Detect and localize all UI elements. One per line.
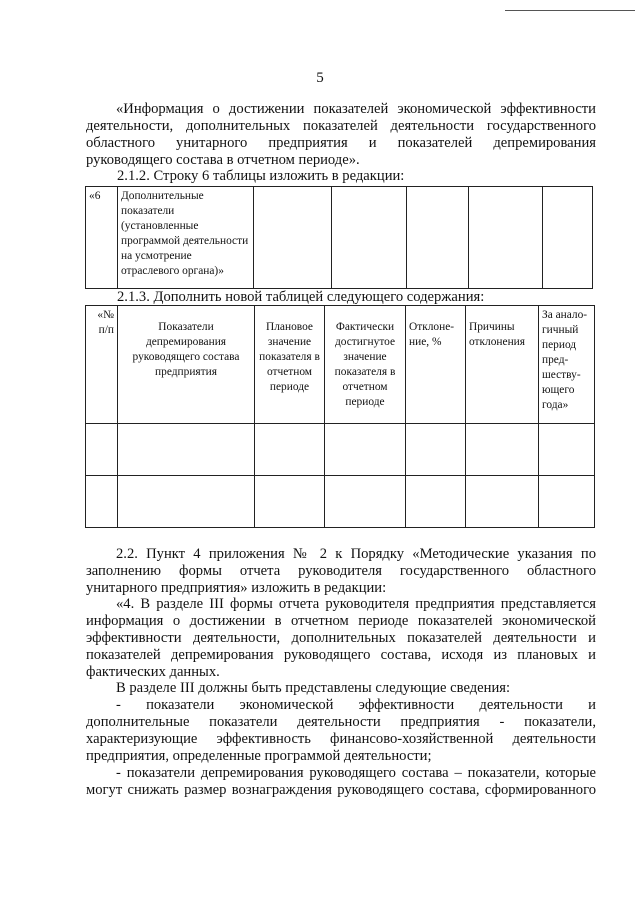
section-4-paragraph	[86, 596, 596, 681]
paragraph-line: 2.2. Пункт 4 приложения № 2 к Порядку «Методические указания по	[116, 546, 596, 562]
section-212-heading: 2.1.2. Строку 6 таблицы изложить в редакции:	[117, 168, 405, 184]
header-deviation: Отклоне-ние, %	[406, 306, 466, 424]
paragraph-line: фактических данных.	[86, 664, 220, 680]
paragraph-line: могут снижать размер вознаграждения руководящего состава, сформированного	[86, 782, 596, 798]
paragraph-line: предприятия, определенные программой деятельности;	[86, 748, 432, 764]
header-deviation-reasons: Причины отклонения	[466, 306, 539, 424]
empty-cell	[254, 187, 332, 289]
section-213-heading: 2.1.3. Дополнить новой таблицей следующего содержания:	[117, 289, 485, 305]
empty-cell	[332, 187, 407, 289]
section-22-paragraph	[86, 546, 596, 597]
header-previous-period: За анало-гичный период пред-шеству-ющего года»	[539, 306, 595, 424]
paragraph-line: дополнительные показатели деятельности предприятия - показатели,	[86, 714, 596, 730]
paragraph-line: информация о достижении в отчетном периоде показателей экономической	[86, 613, 596, 629]
empty-cell	[406, 476, 466, 528]
empty-cell	[539, 424, 595, 476]
paragraph-line: унитарного предприятия» изложить в редакции:	[86, 580, 387, 596]
paragraph-line: характеризующие эффективность финансово-хозяйственной деятельности	[86, 731, 596, 747]
paragraph-line: заполнению формы отчета руководителя государственного областного	[86, 563, 596, 579]
header-actual-value: Фактически достигнутое значение показателя в отчетном периоде	[325, 306, 406, 424]
empty-cell	[118, 424, 255, 476]
empty-cell	[325, 424, 406, 476]
table-row-6	[85, 186, 593, 289]
paragraph-line: показателей депремирования руководящего состава, исходя из плановых и	[86, 647, 596, 663]
page-number: 5	[316, 70, 324, 86]
section-3-paragraph	[86, 680, 596, 697]
empty-cell	[543, 187, 593, 289]
intro-paragraph	[86, 101, 596, 169]
empty-cell	[86, 424, 118, 476]
empty-cell	[539, 476, 595, 528]
header-number: «№ п/п	[86, 306, 118, 424]
empty-cell	[469, 187, 543, 289]
header-indicators: Показатели депремирования руководящего состава предприятия	[118, 306, 255, 424]
top-rule	[505, 10, 635, 11]
empty-cell	[466, 424, 539, 476]
empty-cell	[118, 476, 255, 528]
header-planned-value: Плановое значение показателя в отчетном периоде	[255, 306, 325, 424]
row-number-cell: «6	[86, 187, 118, 289]
paragraph-line: - показатели депремирования руководящего состава – показатели, которые	[116, 765, 596, 781]
empty-cell	[86, 476, 118, 528]
intro-line: деятельности, дополнительных показателей деятельности государственного	[86, 118, 596, 134]
bullet-economic-indicators	[86, 697, 596, 765]
paragraph-line: эффективности деятельности, дополнительных показателей деятельности и	[86, 630, 596, 646]
depremiation-table	[85, 305, 595, 528]
intro-line: руководящего состава в отчетном периоде».	[86, 152, 360, 168]
paragraph-line: В разделе III должны быть представлены следующие сведения:	[116, 680, 511, 696]
empty-cell	[325, 476, 406, 528]
bullet-depremiation-indicators	[86, 765, 596, 799]
empty-cell	[466, 476, 539, 528]
empty-cell	[255, 476, 325, 528]
paragraph-line: «4. В разделе III формы отчета руководителя предприятия представляется	[116, 596, 596, 612]
empty-cell	[407, 187, 469, 289]
empty-cell	[255, 424, 325, 476]
intro-line: «Информация о достижении показателей экономической эффективности	[116, 101, 596, 117]
empty-cell	[406, 424, 466, 476]
intro-line: областного унитарного предприятия и показателей депремирования	[86, 135, 596, 151]
indicator-name-cell: Дополнительные показатели (установленные программой деятельности на усмотрение отраслевого органа)»	[118, 187, 254, 289]
paragraph-line: - показатели экономической эффективности деятельности и	[116, 697, 596, 713]
